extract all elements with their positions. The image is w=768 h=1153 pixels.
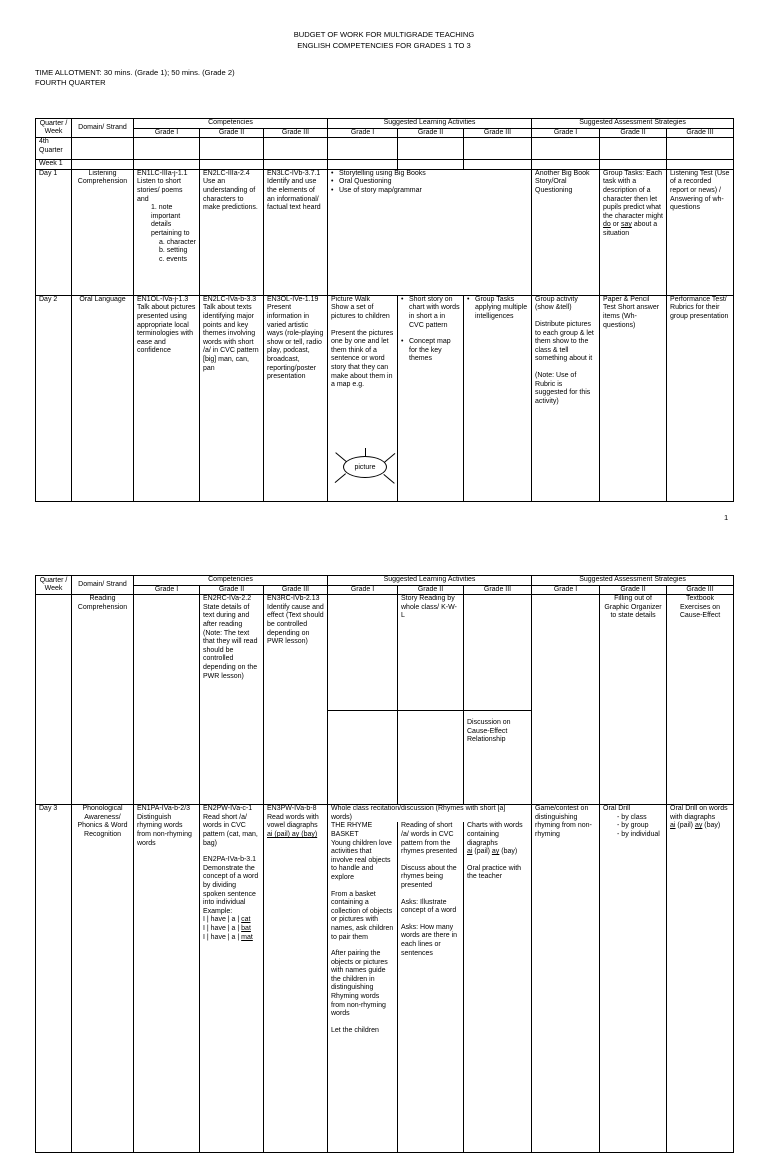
col-grade1: Grade I [532, 128, 600, 138]
col-activities: Suggested Learning Activities [328, 119, 532, 129]
budget-table-page1 [35, 118, 734, 502]
day3-act-top: Whole class recitation/discussion (Rhymes with short [a] words) [328, 805, 532, 823]
doc-title-line2: ENGLISH COMPETENCIES FOR GRADES 1 TO 3 [297, 41, 471, 50]
day3-act-g3: Charts with words containing diagraphs ai (pail) ay (bay) Oral practice with the teacher [464, 822, 532, 1152]
col-grade3: Grade III [464, 128, 532, 138]
col-competencies: Competencies [134, 119, 328, 129]
day3-assess-g3: Oral Drill on words with diagraphs ai (pail) ay (bay) [667, 805, 734, 1153]
day2-label: Day 2 [36, 295, 72, 501]
col-grade3: Grade III [264, 128, 328, 138]
day2-assess-g1: Group activity (show &tell) Distribute pictures to each group & let them show to the class & tell something about it (Note: Use of Rubric is suggested for this activity) [532, 295, 600, 501]
col-assessment: Suggested Assessment Strategies [532, 576, 734, 586]
col-grade1: Grade I [532, 585, 600, 595]
day2-comp-g2: EN2LC-IVa-b-3.3 Talk about texts identifying major points and key themes involving words with short /a/ in CVC pattern [big] man, can, pan [200, 295, 264, 501]
col-quarter-week: Quarter / Week [36, 119, 72, 138]
row-day1 [36, 169, 734, 295]
day3-comp-g2: EN2PW-IVa-c-1 Read short /a/ words in CVC pattern (cat, man, bag) EN2PA-IVa-b-3.1 Demonstrate the concept of a word by dividing spoken sentence into individual Example: I | have | a | cat I | have | a | bat I | have | a | mat [200, 805, 264, 1153]
col-grade3: Grade III [667, 128, 734, 138]
day1-activities: • Storytelling using Big Books • Oral Questioning • Use of story map/grammar [328, 169, 532, 295]
reading-domain: Reading Comprehension [72, 595, 134, 805]
day3-label: Day 3 [36, 805, 72, 1153]
day1-label: Day 1 [36, 169, 72, 295]
doc-title-line1: BUDGET OF WORK FOR MULTIGRADE TEACHING [293, 30, 475, 39]
day3-act-g2: Reading of short /a/ words in CVC pattern from the rhymes presented Discuss about the rhymes being presented Asks: Illustrate concept of a word Asks: How many words are there in each lines or sentences [398, 822, 464, 1152]
day2-act-g2: • Short story on chart with words in short a in CVC pattern • Concept map for the key themes [398, 295, 464, 501]
col-grade1: Grade I [328, 585, 398, 595]
day3-comp-g1: EN1PA-IVa-b-2/3 Distinguish rhyming words from non-rhyming words [134, 805, 200, 1153]
day1-assess-g2: Group Tasks: Each task with a description of a character then let pupils predict what the character might do or say about a situation [600, 169, 667, 295]
day2-assess-g2: Paper & Pencil Test Short answer items (Wh- questions) [600, 295, 667, 501]
col-domain: Domain/ Strand [72, 119, 134, 138]
reading-assess-g3: Textbook Exercises on Cause-Effect [667, 595, 734, 805]
day2-assess-g3: Performance Test/ Rubrics for their group presentation [667, 295, 734, 501]
day1-domain: Listening Comprehension [72, 169, 134, 295]
day3-assess-g1: Game/contest on distinguishing rhyming from non-rhyming [532, 805, 600, 1153]
col-competencies: Competencies [134, 576, 328, 586]
quarter-label: FOURTH QUARTER [35, 78, 106, 87]
reading-comp-g2: EN2RC-IVa-2.2 State details of text during and after reading (Note: The text that they will read should be controlled depending on the PWR lesson) [200, 595, 264, 805]
picture-map-oval: picture [343, 456, 387, 478]
day2-domain: Oral Language [72, 295, 134, 501]
reading-act-g2: Story Reading by whole class/ K-W-L [398, 595, 464, 711]
day2-act-g3: • Group Tasks applying multiple intelligences [464, 295, 532, 501]
week-1-cell: Week 1 [36, 160, 72, 170]
col-grade1: Grade I [134, 585, 200, 595]
col-grade3: Grade III [464, 585, 532, 595]
map-line [365, 448, 366, 456]
col-grade2: Grade II [200, 128, 264, 138]
col-grade2: Grade II [600, 128, 667, 138]
col-grade3: Grade III [264, 585, 328, 595]
row-day3 [36, 805, 734, 823]
day2-comp-g1: EN1OL-IVa-j-1.3 Talk about pictures presented using appropriate local terminologies with ease and confidence [134, 295, 200, 501]
quarter-4-cell: 4th Quarter [36, 138, 72, 160]
col-grade1: Grade I [328, 128, 398, 138]
col-grade1: Grade I [134, 128, 200, 138]
col-domain: Domain/ Strand [72, 576, 134, 595]
day3-domain: Phonological Awareness/ Phonics & Word Recognition [72, 805, 134, 1153]
day2-comp-g3: EN3OL-IVe-1.19 Present information in varied artistic ways (role-playing show or tell, radio play, podcast, broadcast, reporting/poster presentation [264, 295, 328, 501]
reading-assess-g2: Filling out of Graphic Organizer to state details [600, 595, 667, 805]
col-assessment: Suggested Assessment Strategies [532, 119, 734, 129]
day1-comp-g2: EN2LC-IIIa-2.4 Use an understanding of characters to make predictions. [200, 169, 264, 295]
col-grade2: Grade II [600, 585, 667, 595]
day3-act-g1: THE RHYME BASKET Young children love activities that involve real objects to handle and explore From a basket containing a collection of objects or pictures with names, ask children to pair them After pairing the objects or pictures with names guide the children in distinguishing Rhyming words from non-rhyming words Let the children [328, 822, 398, 1152]
day3-assess-g2: Oral Drill - by class - by group - by individual [600, 805, 667, 1153]
col-grade2: Grade II [398, 585, 464, 595]
day1-comp-g1: EN1LC-IIIa-j-1.1 Listen to short stories/ poems and 1. note important details pertaining to a. character b. setting c. events [134, 169, 200, 295]
time-allotment: TIME ALLOTMENT: 30 mins. (Grade 1); 50 mins. (Grade 2) [35, 68, 235, 77]
day3-comp-g3: EN3PW-IVa-b-8 Read words with vowel diagraphs ai (pail) ay (bay) [264, 805, 328, 1153]
reading-comp-g3: EN3RC-IVb-2.13 Identify cause and effect (Text should be controlled depending on PWR lesson) [264, 595, 328, 805]
col-grade3: Grade III [667, 585, 734, 595]
day2-act-g1: Picture Walk Show a set of pictures to children Present the pictures one by one and let them think of a sentence or word story that they can make about them in a map e.g. [328, 295, 398, 501]
day1-assess-g1: Another Big Book Story/Oral Questioning [532, 169, 600, 295]
day1-comp-g3: EN3LC-IVb-3.7.1 Identify and use the elements of an informational/ factual text heard [264, 169, 328, 295]
col-quarter-week: Quarter / Week [36, 576, 72, 595]
col-activities: Suggested Learning Activities [328, 576, 532, 586]
page-number: 1 [724, 513, 729, 522]
day1-assess-g3: Listening Test (Use of a recorded report or news) / Answering of wh- questions [667, 169, 734, 295]
reading-act-g3: Discussion on Cause-Effect Relationship [464, 711, 532, 805]
col-grade2: Grade II [398, 128, 464, 138]
col-grade2: Grade II [200, 585, 264, 595]
budget-table-page2 [35, 575, 734, 1153]
row-reading [36, 595, 734, 711]
